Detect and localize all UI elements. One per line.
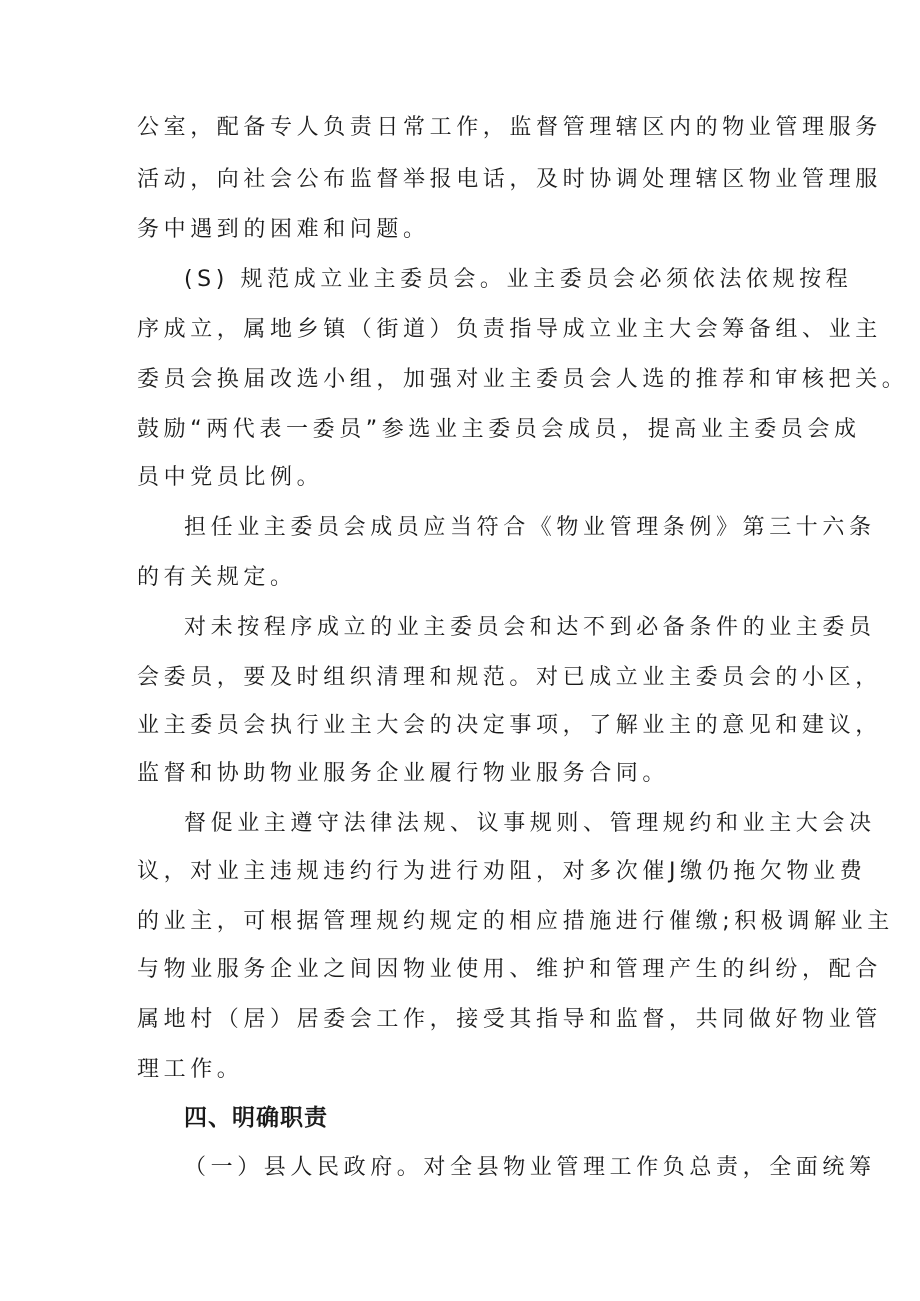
paragraph-line: 公室，配备专人负责日常工作，监督管理辖区内的物业管理服务 (137, 115, 882, 140)
paragraph-line: 与物业服务企业之间因物业使用、维护和管理产生的纠纷，配合 (137, 957, 882, 982)
paragraph-line: 鼓励“两代表一委员”参选业主委员会成员，提高业主委员会成 (137, 417, 861, 442)
paragraph-line: 务中遇到的困难和问题。 (137, 217, 430, 242)
paragraph-first-line: （一）县人民政府。对全县物业管理工作负总责，全面统筹 (184, 1155, 876, 1180)
paragraph-first-line: 对未按程序成立的业主委员会和达不到必备条件的业主委员 (184, 615, 876, 640)
paragraph-line: 理工作。 (137, 1057, 244, 1082)
paragraph-line: 的有关规定。 (137, 565, 297, 590)
paragraph-line: 议，对业主违规违约行为进行劝阻，对多次催J缴仍拖欠物业费 (137, 859, 867, 884)
paragraph-line: 的业主，可根据管理规约规定的相应措施进行催缴;积极调解业主 (137, 909, 894, 934)
paragraph-first-line: 担任业主委员会成员应当符合《物业管理条例》第三十六条 (184, 515, 876, 540)
paragraph-line: 序成立，属地乡镇（街道）负责指导成立业主大会筹备组、业主 (137, 317, 882, 342)
paragraph-first-line: 督促业主遵守法律法规、议事规则、管理规约和业主大会决 (184, 811, 876, 836)
paragraph-line: 会委员，要及时组织清理和规范。对已成立业主委员会的小区， (137, 665, 882, 690)
paragraph-line: 监督和协助物业服务企业履行物业服务合同。 (137, 761, 670, 786)
paragraph-line: 属地村（居）居委会工作，接受其指导和监督，共同做好物业管 (137, 1007, 882, 1032)
paragraph-first-line: (S) 规范成立业主委员会。业主委员会必须依法依规按程 (184, 267, 853, 292)
paragraph-line: 委员会换届改选小组，加强对业主委员会人选的推荐和审核把关。 (137, 367, 909, 392)
section-heading: 四、明确职责 (184, 1105, 328, 1131)
paragraph-line: 活动，向社会公布监督举报电话，及时协调处理辖区物业管理服 (137, 167, 882, 192)
paragraph-line: 员中党员比例。 (137, 465, 324, 490)
paragraph-line: 业主委员会执行业主大会的决定事项，了解业主的意见和建议， (137, 713, 882, 738)
